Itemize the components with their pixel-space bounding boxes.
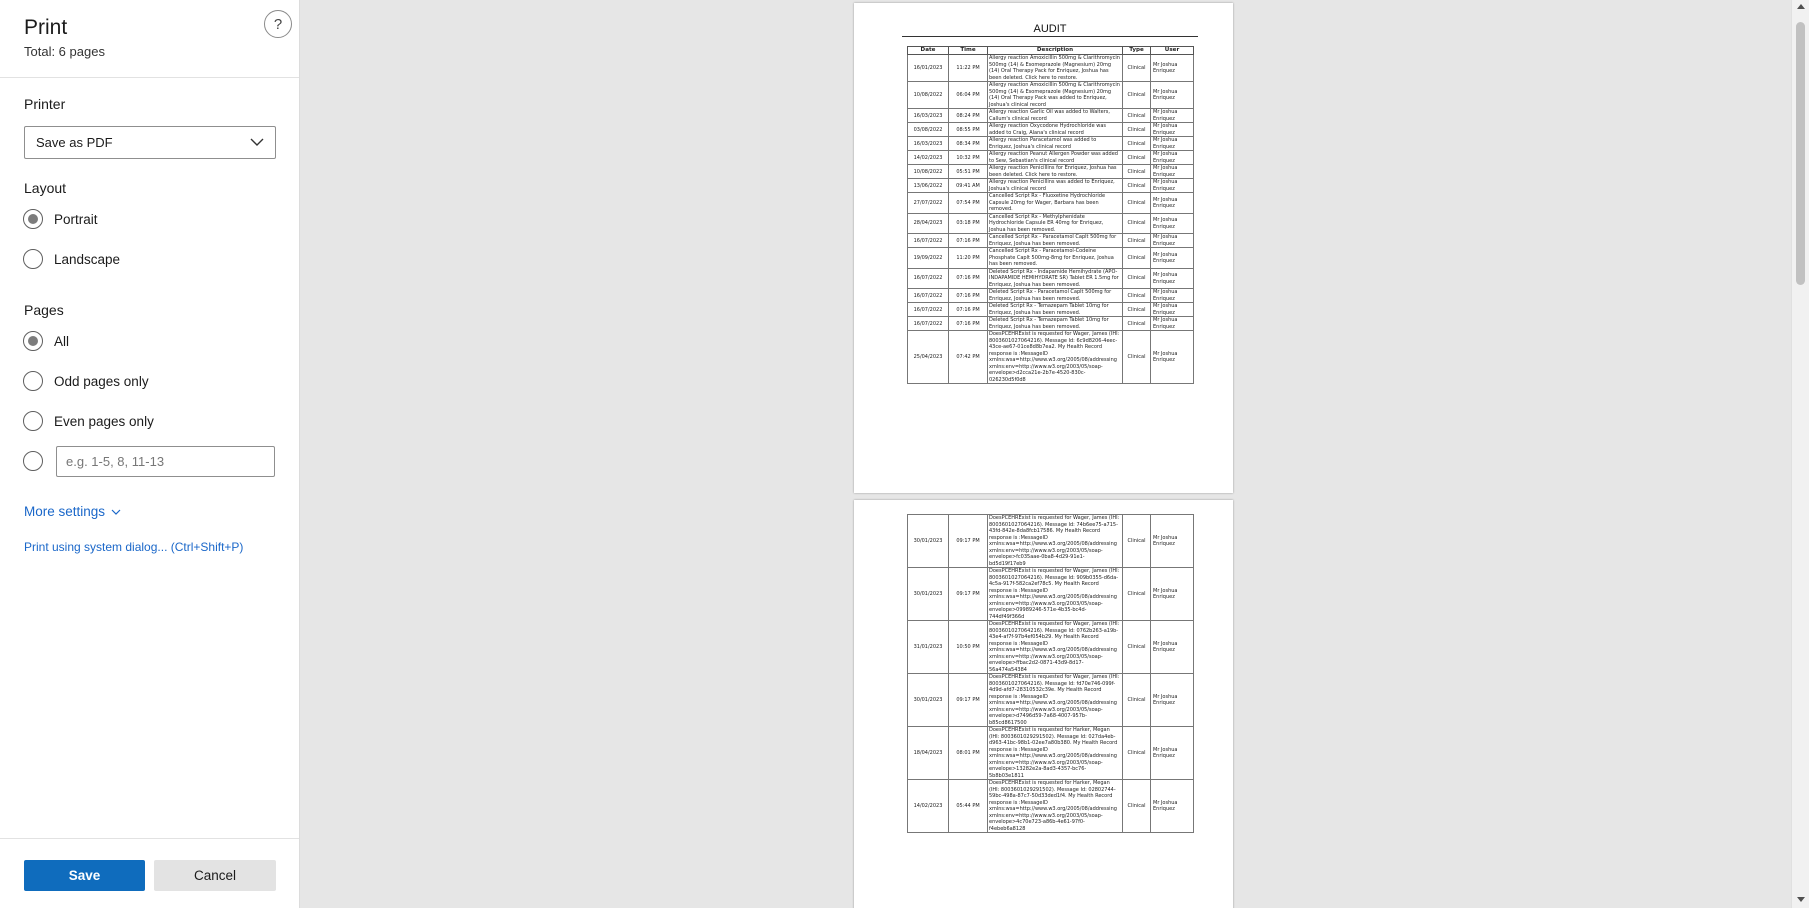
table-row (908, 568, 1194, 621)
description-cell: Allergy reaction Oxycodone Hydrochloride was added to Craig, Alana's clinical record (988, 123, 1123, 137)
help-button[interactable] (264, 10, 292, 38)
user-cell: Mr Joshua Enriquez (1151, 193, 1194, 214)
pages-option-all[interactable] (23, 331, 69, 351)
table-body (908, 55, 1194, 384)
description-cell: Deleted Script Rx - Indapamide Hemihydrate (APO-INDAPAMIDE HEMIHYDRATE SR) Tablet ER 1.5mg for Enriquez, Joshua has been removed. (988, 268, 1123, 289)
table-header-row (908, 47, 1194, 55)
user-cell: Mr Joshua Enriquez (1151, 151, 1194, 165)
table-row (908, 303, 1194, 317)
type-cell: Clinical (1123, 331, 1151, 384)
scrollbar-thumb[interactable] (1796, 22, 1805, 285)
description-cell: Allergy reaction Peanut Allergen Powder was added to Sew, Sebastian's clinical record (988, 151, 1123, 165)
user-cell: Mr Joshua Enriquez (1151, 303, 1194, 317)
type-cell: Clinical (1123, 55, 1151, 82)
user-cell: Mr Joshua Enriquez (1151, 213, 1194, 234)
column-header-date: Date (908, 47, 949, 55)
user-cell: Mr Joshua Enriquez (1151, 234, 1194, 248)
time-cell: 10:50 PM (949, 621, 988, 674)
description-cell: Allergy reaction Garlic Oil was added to Walters, Callum's clinical record (988, 109, 1123, 123)
time-cell: 09:17 PM (949, 674, 988, 727)
column-header-time: Time (949, 47, 988, 55)
user-cell: Mr Joshua Enriquez (1151, 123, 1194, 137)
preview-page-1 (854, 3, 1233, 493)
time-cell: 06:04 PM (949, 82, 988, 109)
more-settings-link[interactable] (24, 504, 121, 519)
printer-select[interactable] (24, 126, 276, 159)
date-cell: 13/06/2022 (908, 179, 949, 193)
user-cell: Mr Joshua Enriquez (1151, 780, 1194, 833)
odd-label: Odd pages only (54, 373, 149, 389)
type-cell: Clinical (1123, 780, 1151, 833)
divider (0, 77, 299, 78)
description-cell: DoesPCEHRExist is requested for Harker, Megan (IHI: 8003601029291502). Message Id: 027da4eb-d963-41bc-98b1-02ee7a80b380. My Health Record response is :MessageID xmlns:wsa=http://www.w3.org/2005/08/addressing xmlns:env=http://www.w3.org/2003/05/soap-envelope>13282e2a-8ad3-4357-bc76-5b8b03e1811 (988, 727, 1123, 780)
time-cell: 07:16 PM (949, 317, 988, 331)
date-cell: 16/07/2022 (908, 289, 949, 303)
table-row (908, 109, 1194, 123)
page-range-input[interactable] (56, 446, 275, 477)
time-cell: 07:42 PM (949, 331, 988, 384)
date-cell: 16/07/2022 (908, 303, 949, 317)
layout-option-landscape[interactable] (23, 249, 120, 269)
type-cell: Clinical (1123, 82, 1151, 109)
user-cell: Mr Joshua Enriquez (1151, 317, 1194, 331)
time-cell: 09:17 PM (949, 515, 988, 568)
table-row (908, 165, 1194, 179)
description-cell: Deleted Script Rx - Paracetamol Caplt 500mg for Enriquez, Joshua has been removed. (988, 289, 1123, 303)
description-cell: Cancelled Script Rx - Methylphenidate Hydrochloride Capsule ER 40mg for Enriquez, Joshua has been removed. (988, 213, 1123, 234)
print-settings-panel (0, 0, 300, 908)
description-cell: Allergy reaction Amoxicillin 500mg & Clarithromycin 500mg (14) & Esomeprazole (Magnesium) 20mg (14) Oral Therapy Pack was added to Enriquez, Joshua's clinical record (988, 82, 1123, 109)
column-header-description: Description (988, 47, 1123, 55)
portrait-label: Portrait (54, 211, 98, 227)
more-settings-label: More settings (24, 504, 106, 519)
time-cell: 05:44 PM (949, 780, 988, 833)
scroll-up-arrow-icon[interactable] (1797, 4, 1805, 9)
time-cell: 05:51 PM (949, 165, 988, 179)
user-cell: Mr Joshua Enriquez (1151, 137, 1194, 151)
type-cell: Clinical (1123, 674, 1151, 727)
time-cell: 08:01 PM (949, 727, 988, 780)
time-cell: 09:41 AM (949, 179, 988, 193)
time-cell: 07:16 PM (949, 234, 988, 248)
chevron-down-icon (250, 137, 264, 147)
printer-selected-value: Save as PDF (36, 135, 113, 150)
description-cell: Allergy reaction Penicillins for Enriquez, Joshua has been deleted. Click here to restore. (988, 165, 1123, 179)
description-cell: DoesPCEHRExist is requested for Wager, James (IHI: 8003601027064216). Message Id: 0762b263-a19b-43e4-af7f-97b4ef054b29. My Health Record response is :MessageID xmlns:wsa=http://www.w3.org/2005/08/addressing xmlns:env=http://www.w3.org/2003/05/soap-envelope>ffbac2d2-0871-43d9-8d17-56a474a54384 (988, 621, 1123, 674)
time-cell: 09:17 PM (949, 568, 988, 621)
description-cell: DoesPCEHRExist is requested for Wager, James (IHI: 8003601027064216). Message Id: fd70e746-099f-4d9d-afd7-28310532c39e. My Health Record response is :MessageID xmlns:wsa=http://www.w3.org/2005/08/addressing xmlns:env=http://www.w3.org/2003/05/soap-envelope>d7496d59-7a68-4007-957b-b85cd8617500 (988, 674, 1123, 727)
system-dialog-link[interactable]: Print using system dialog... (Ctrl+Shift+P) (24, 540, 244, 554)
column-header-type: Type (1123, 47, 1151, 55)
description-cell: DoesPCEHRExist is requested for Wager, James (IHI: 8003601027064216). Message Id: 6c9d8206-4eec-43ce-ae67-01ce8d8b7ea2. My Health Record response is :MessageID xmlns:wsa=http://www.w3.org/2005/08/addressing xmlns:env=http://www.w3.org/2003/05/soap-envelope>d2cca21e-2b7e-4520-830c-026230d5f0d8 (988, 331, 1123, 384)
date-cell: 30/01/2023 (908, 515, 949, 568)
user-cell: Mr Joshua Enriquez (1151, 165, 1194, 179)
type-cell: Clinical (1123, 317, 1151, 331)
table-row (908, 82, 1194, 109)
table-row (908, 515, 1194, 568)
type-cell: Clinical (1123, 289, 1151, 303)
table-row (908, 123, 1194, 137)
type-cell: Clinical (1123, 193, 1151, 214)
time-cell: 07:54 PM (949, 193, 988, 214)
type-cell: Clinical (1123, 621, 1151, 674)
user-cell: Mr Joshua Enriquez (1151, 289, 1194, 303)
date-cell: 16/07/2022 (908, 234, 949, 248)
table-row (908, 137, 1194, 151)
description-cell: Deleted Script Rx - Temazepam Tablet 10mg for Enriquez, Joshua has been removed. (988, 317, 1123, 331)
pages-option-custom[interactable] (23, 451, 54, 471)
table-row (908, 621, 1194, 674)
table-row (908, 179, 1194, 193)
cancel-button[interactable]: Cancel (154, 860, 276, 891)
date-cell: 19/09/2022 (908, 248, 949, 269)
time-cell: 03:18 PM (949, 213, 988, 234)
date-cell: 14/02/2023 (908, 151, 949, 165)
type-cell: Clinical (1123, 179, 1151, 193)
date-cell: 30/01/2023 (908, 674, 949, 727)
date-cell: 27/07/2022 (908, 193, 949, 214)
description-cell: Cancelled Script Rx - Paracetamol Caplt 500mg for Enriquez, Joshua has been removed. (988, 234, 1123, 248)
table-body (908, 515, 1194, 833)
description-cell: Cancelled Script Rx - Paracetamol-Codeine Phosphate Caplt 500mg-8mg for Enriquez, Joshua has been removed. (988, 248, 1123, 269)
date-cell: 10/08/2022 (908, 165, 949, 179)
type-cell: Clinical (1123, 515, 1151, 568)
table-row (908, 289, 1194, 303)
description-cell: DoesPCEHRExist is requested for Wager, James (IHI: 8003601027064216). Message Id: 909b0355-d6da-4c5a-917f-582ca2ef78c5. My Health Record response is :MessageID xmlns:wsa=http://www.w3.org/2005/08/addressing xmlns:env=http://www.w3.org/2003/05/soap-envelope>09989246-571e-4b35-bc4d-744df49f366d (988, 568, 1123, 621)
time-cell: 08:55 PM (949, 123, 988, 137)
page-count: Total: 6 pages (24, 44, 105, 59)
user-cell: Mr Joshua Enriquez (1151, 55, 1194, 82)
table-row (908, 248, 1194, 269)
print-preview[interactable] (301, 0, 1791, 908)
time-cell: 11:20 PM (949, 248, 988, 269)
user-cell: Mr Joshua Enriquez (1151, 82, 1194, 109)
description-cell: Allergy reaction Penicillins was added to Enriquez, Joshua's clinical record (988, 179, 1123, 193)
date-cell: 16/07/2022 (908, 317, 949, 331)
table-row (908, 234, 1194, 248)
time-cell: 08:34 PM (949, 137, 988, 151)
user-cell: Mr Joshua Enriquez (1151, 109, 1194, 123)
table-row (908, 193, 1194, 214)
table-row (908, 213, 1194, 234)
description-cell: Allergy reaction Paracetamol was added to Enriquez, Joshua's clinical record (988, 137, 1123, 151)
time-cell: 08:24 PM (949, 109, 988, 123)
radio-unselected[interactable] (23, 411, 43, 431)
landscape-label: Landscape (54, 251, 121, 267)
type-cell: Clinical (1123, 568, 1151, 621)
date-cell: 16/03/2023 (908, 109, 949, 123)
type-cell: Clinical (1123, 213, 1151, 234)
date-cell: 25/04/2023 (908, 331, 949, 384)
audit-table (907, 46, 1194, 384)
question-icon: ? (273, 15, 283, 33)
column-header-user: User (1151, 47, 1194, 55)
even-label: Even pages only (54, 413, 154, 429)
time-cell: 11:22 PM (949, 55, 988, 82)
audit-title: AUDIT (902, 23, 1198, 37)
type-cell: Clinical (1123, 303, 1151, 317)
user-cell: Mr Joshua Enriquez (1151, 248, 1194, 269)
audit-table (907, 514, 1194, 833)
save-button[interactable]: Save (24, 860, 145, 891)
table-row (908, 780, 1194, 833)
date-cell: 14/02/2023 (908, 780, 949, 833)
table-row (908, 674, 1194, 727)
date-cell: 16/03/2023 (908, 137, 949, 151)
table-row (908, 151, 1194, 165)
user-cell: Mr Joshua Enriquez (1151, 268, 1194, 289)
layout-option-portrait[interactable] (23, 209, 98, 229)
type-cell: Clinical (1123, 109, 1151, 123)
printer-label: Printer (24, 96, 66, 112)
radio-selected[interactable] (23, 331, 43, 351)
description-cell: DoesPCEHRExist is requested for Wager, James (IHI: 8003601027064216). Message Id: 74b6ee75-a715-43fd-842e-8da8fcb17586. My Health Record response is :MessageID xmlns:wsa=http://www.w3.org/2005/08/addressing xmlns:env=http://www.w3.org/2003/05/soap-envelope>fc035aae-0ba8-4d29-91e1-bd5d19f17eb9 (988, 515, 1123, 568)
date-cell: 16/01/2023 (908, 55, 949, 82)
description-cell: Deleted Script Rx - Temazepam Tablet 10mg for Enriquez, Joshua has been removed. (988, 303, 1123, 317)
type-cell: Clinical (1123, 123, 1151, 137)
preview-scrollbar[interactable] (1791, 0, 1809, 908)
time-cell: 07:16 PM (949, 303, 988, 317)
table-row (908, 727, 1194, 780)
date-cell: 10/08/2022 (908, 82, 949, 109)
date-cell: 03/08/2022 (908, 123, 949, 137)
description-cell: DoesPCEHRExist is requested for Harker, Megan (IHI: 8003601029291502). Message Id: 02802744-59bc-498a-87c7-50d33ded1f4. My Health Record response is :MessageID xmlns:wsa=http://www.w3.org/2005/08/addressing xmlns:env=http://www.w3.org/2003/05/soap-envelope>4c70e723-a86b-4e61-97f0-f4ebeb6a8128 (988, 780, 1123, 833)
user-cell: Mr Joshua Enriquez (1151, 674, 1194, 727)
date-cell: 18/04/2023 (908, 727, 949, 780)
user-cell: Mr Joshua Enriquez (1151, 179, 1194, 193)
layout-label: Layout (24, 180, 67, 196)
table-row (908, 331, 1194, 384)
table-row (908, 317, 1194, 331)
radio-unselected[interactable] (23, 451, 43, 471)
type-cell: Clinical (1123, 248, 1151, 269)
date-cell: 30/01/2023 (908, 568, 949, 621)
user-cell: Mr Joshua Enriquez (1151, 621, 1194, 674)
user-cell: Mr Joshua Enriquez (1151, 727, 1194, 780)
user-cell: Mr Joshua Enriquez (1151, 515, 1194, 568)
table-row (908, 268, 1194, 289)
radio-unselected[interactable] (23, 371, 43, 391)
type-cell: Clinical (1123, 727, 1151, 780)
table-row (908, 55, 1194, 82)
scroll-down-arrow-icon[interactable] (1797, 897, 1805, 902)
date-cell: 16/07/2022 (908, 268, 949, 289)
user-cell: Mr Joshua Enriquez (1151, 331, 1194, 384)
type-cell: Clinical (1123, 165, 1151, 179)
type-cell: Clinical (1123, 268, 1151, 289)
all-label: All (54, 333, 70, 349)
pages-option-odd[interactable] (23, 371, 149, 391)
time-cell: 07:16 PM (949, 268, 988, 289)
time-cell: 07:16 PM (949, 289, 988, 303)
radio-unselected[interactable] (23, 249, 43, 269)
preview-page-2 (854, 500, 1233, 908)
pages-label: Pages (24, 302, 64, 318)
chevron-down-icon (111, 508, 121, 516)
description-cell: Allergy reaction Amoxicillin 500mg & Clarithromycin 500mg (14) & Esomeprazole (Magnesium) 20mg (14) Oral Therapy Pack for Enriquez, Joshua has been deleted. Click here to restore. (988, 55, 1123, 82)
radio-selected[interactable] (23, 209, 43, 229)
type-cell: Clinical (1123, 137, 1151, 151)
divider (0, 838, 299, 839)
type-cell: Clinical (1123, 234, 1151, 248)
time-cell: 10:32 PM (949, 151, 988, 165)
description-cell: Cancelled Script Rx - Fluoxetine Hydrochloride Capsule 20mg for Wager, Barbara has been removed. (988, 193, 1123, 214)
date-cell: 28/04/2023 (908, 213, 949, 234)
dialog-title: Print (24, 16, 68, 39)
type-cell: Clinical (1123, 151, 1151, 165)
user-cell: Mr Joshua Enriquez (1151, 568, 1194, 621)
date-cell: 31/01/2023 (908, 621, 949, 674)
pages-option-even[interactable] (23, 411, 154, 431)
